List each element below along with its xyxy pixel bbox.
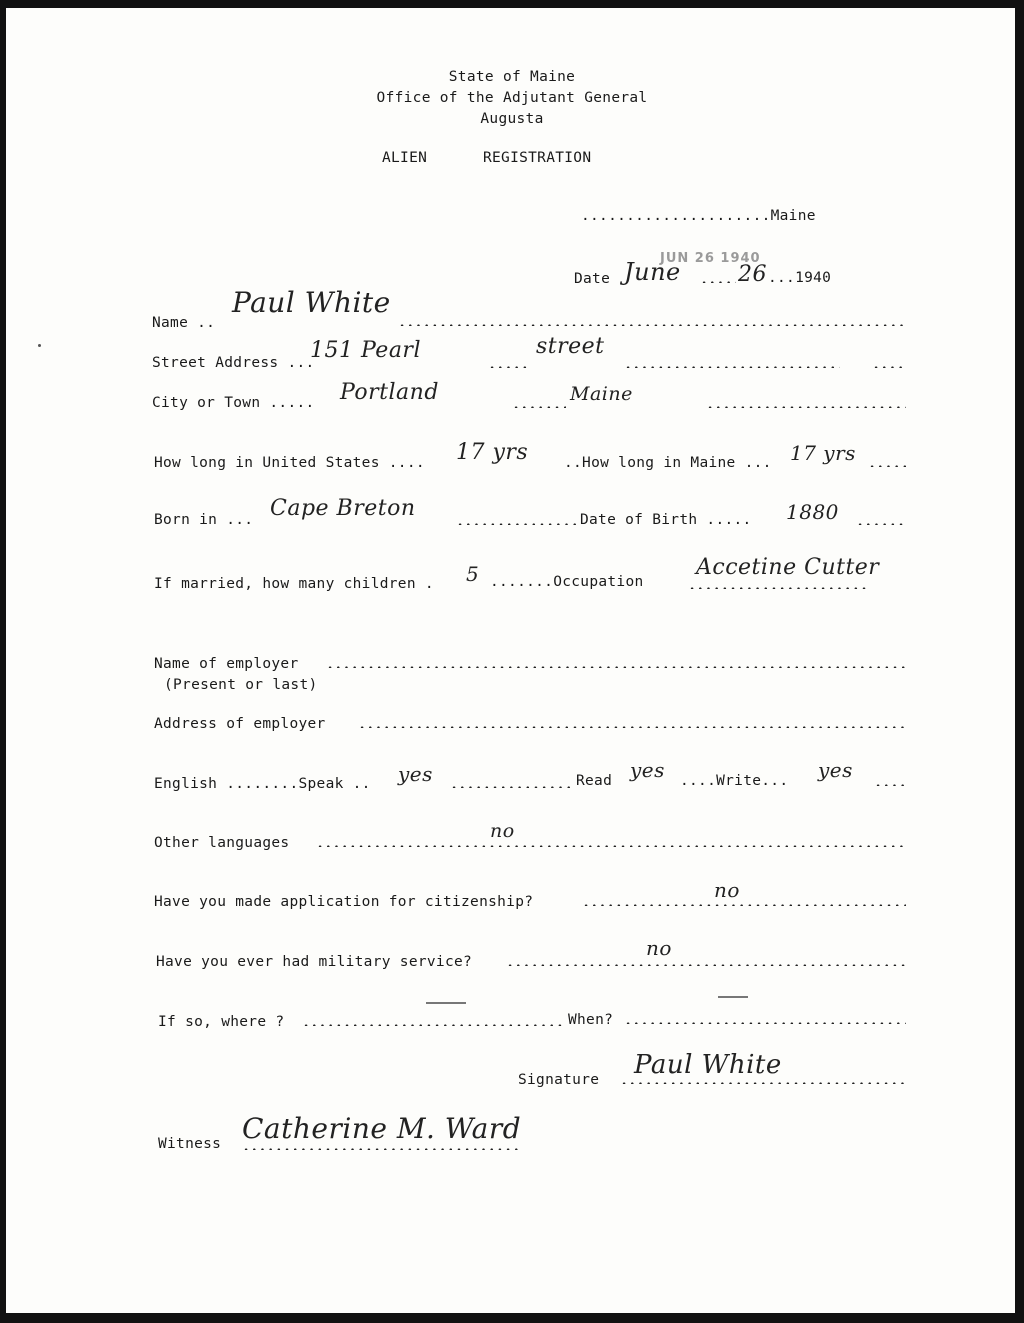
children-label: If married, how many children . [154, 576, 434, 592]
city-handwritten-2: Maine [570, 383, 633, 405]
scan-border-bottom [0, 1313, 1024, 1323]
citizenship-handwritten: no [714, 878, 740, 902]
city-dots-b [706, 406, 906, 408]
us-duration-label: How long in United States .... [154, 455, 425, 471]
where-dots [302, 1024, 566, 1026]
maine-duration-dots [868, 465, 906, 467]
city-dots-a [512, 406, 566, 408]
dob-handwritten: 1880 [786, 500, 839, 524]
header-city: Augusta [480, 111, 544, 127]
signature-handwritten: Paul White [634, 1050, 782, 1080]
employer-sublabel: (Present or last) [164, 677, 318, 693]
form-title-alien: ALIEN [382, 150, 428, 166]
where-dash [426, 1002, 466, 1004]
occupation-dots [688, 587, 868, 589]
where-label: If so, where ? [158, 1014, 285, 1030]
received-stamp: JUN 26 1940 [660, 251, 761, 266]
english-write-handwritten: yes [818, 758, 853, 782]
english-read-label: Read [576, 773, 613, 789]
scan-border-right [1015, 0, 1024, 1323]
signature-dots [620, 1082, 906, 1084]
signature-label: Signature [518, 1072, 600, 1088]
english-speak-handwritten: yes [398, 762, 433, 786]
maine-duration-handwritten: 17 yrs [790, 441, 856, 465]
born-dots [456, 523, 576, 525]
date-label: Date [574, 271, 611, 287]
street-dots-b [624, 366, 840, 368]
scan-border-top [0, 0, 1024, 8]
born-handwritten: Cape Breton [270, 496, 416, 521]
scan-speck [38, 344, 41, 347]
scan-border-left [0, 0, 6, 1323]
date-day-handwritten: 26 [738, 262, 767, 287]
street-dots-c [872, 366, 906, 368]
maine-duration-label: ..How long in Maine ... [564, 455, 772, 471]
dob-label: Date of Birth ..... [580, 512, 752, 528]
other-languages-label: Other languages [154, 835, 290, 851]
witness-dots [242, 1148, 522, 1150]
form-title-registration: REGISTRATION [483, 150, 592, 166]
city-label: City or Town ..... [152, 395, 315, 411]
english-write-dots [874, 784, 906, 786]
occupation-handwritten: Accetine Cutter [696, 555, 880, 580]
header-office: Office of the Adjutant General [376, 90, 648, 106]
occupation-label: .......Occupation [490, 574, 644, 590]
street-handwritten: 151 Pearl [310, 338, 421, 363]
street-handwritten-2: street [536, 334, 605, 359]
header-state: State of Maine [448, 69, 576, 85]
children-handwritten: 5 [466, 562, 480, 586]
street-dots-a [488, 366, 528, 368]
witness-label: Witness [158, 1136, 222, 1152]
date-year: ...1940 [768, 270, 832, 286]
city-handwritten: Portland [340, 380, 439, 405]
when-dash [718, 996, 748, 998]
english-speak-dots [450, 786, 574, 788]
name-handwritten: Paul White [232, 286, 391, 319]
street-label: Street Address ... [152, 355, 315, 371]
employer-dots [326, 666, 906, 668]
born-label: Born in ... [154, 512, 254, 528]
english-label: English ........Speak .. [154, 776, 371, 792]
employer-address-label: Address of employer [154, 716, 326, 732]
citizenship-dots [582, 904, 906, 906]
when-dots [624, 1022, 906, 1024]
name-dots [398, 324, 904, 326]
date-dots [700, 281, 736, 283]
military-dots [506, 964, 906, 966]
english-write-label: ....Write... [680, 773, 789, 789]
witness-handwritten: Catherine M. Ward [242, 1112, 522, 1145]
dob-dots [856, 523, 906, 525]
other-languages-handwritten: no [490, 820, 515, 842]
other-languages-dots [316, 845, 906, 847]
english-read-handwritten: yes [630, 758, 665, 782]
when-label: When? [568, 1012, 614, 1028]
date-month-handwritten: June [624, 258, 681, 286]
name-label: Name .. [152, 315, 216, 331]
employer-address-dots [358, 726, 906, 728]
citizenship-label: Have you made application for citizenship? [154, 894, 534, 910]
us-duration-handwritten: 17 yrs [456, 440, 529, 465]
military-handwritten: no [646, 936, 672, 960]
military-label: Have you ever had military service? [156, 954, 473, 970]
place-field: .....................Maine [581, 208, 816, 224]
employer-label: Name of employer [154, 656, 299, 672]
